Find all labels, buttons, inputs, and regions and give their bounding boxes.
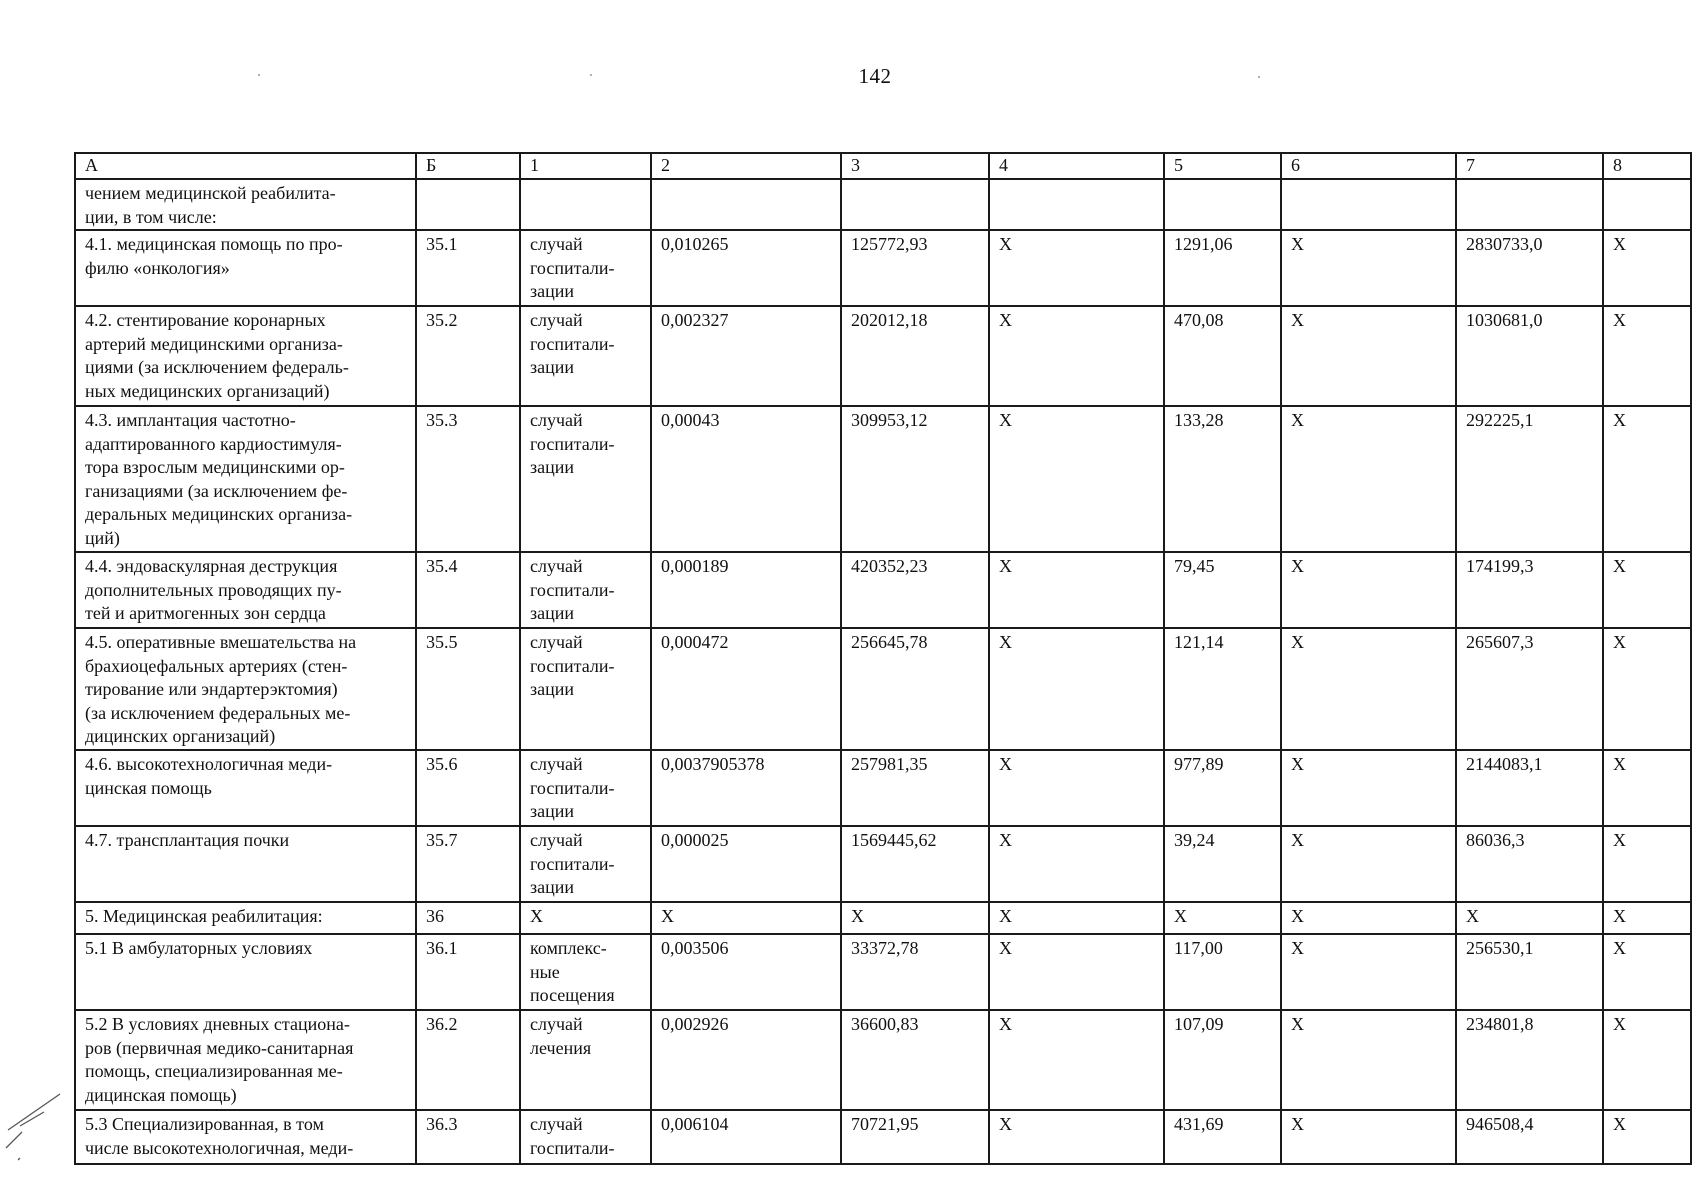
- scan-speck: [258, 74, 260, 76]
- table-cell: случай лечения: [520, 1010, 651, 1110]
- table-cell: 0,000189: [651, 552, 841, 628]
- table-cell: X: [989, 1010, 1164, 1110]
- table-row: [75, 1110, 1691, 1164]
- table-cell: X: [651, 902, 841, 934]
- table-cell: случай госпитали- зации: [520, 826, 651, 902]
- table-cell: 2144083,1: [1456, 750, 1603, 826]
- table-cell: X: [1603, 552, 1691, 628]
- table-cell: 0,0037905378: [651, 750, 841, 826]
- table-cell: 292225,1: [1456, 406, 1603, 552]
- table-cell: 1030681,0: [1456, 306, 1603, 406]
- table-cell: 234801,8: [1456, 1010, 1603, 1110]
- table-row: [75, 552, 1691, 628]
- row-label-cell: 4.3. имплантация частотно- адаптированного кардиостимуля- тора взрослым медицинскими ор- ганизациями (за исключением фе- деральных медицинских организа- ций): [75, 406, 416, 552]
- table-cell: X: [1281, 230, 1456, 306]
- table-cell: X: [989, 826, 1164, 902]
- table-row: [75, 406, 1691, 552]
- table-row: [75, 902, 1691, 934]
- table-cell: 309953,12: [841, 406, 989, 552]
- table-cell: 0,002327: [651, 306, 841, 406]
- table-cell: 470,08: [1164, 306, 1281, 406]
- table-cell: X: [1603, 1010, 1691, 1110]
- table-cell: [841, 179, 989, 230]
- table-cell: X: [989, 230, 1164, 306]
- scan-speck: [1258, 76, 1260, 78]
- header-cell: 6: [1281, 153, 1456, 179]
- table-cell: 420352,23: [841, 552, 989, 628]
- header-cell: 3: [841, 153, 989, 179]
- table-cell: случай госпитали-: [520, 1110, 651, 1164]
- table-cell: 174199,3: [1456, 552, 1603, 628]
- table-cell: случай госпитали- зации: [520, 406, 651, 552]
- table-cell: X: [1164, 902, 1281, 934]
- table-cell: 0,002926: [651, 1010, 841, 1110]
- table-cell: X: [1281, 628, 1456, 750]
- table-cell: 125772,93: [841, 230, 989, 306]
- table-cell: 121,14: [1164, 628, 1281, 750]
- header-cell: 4: [989, 153, 1164, 179]
- table-cell: X: [1281, 1010, 1456, 1110]
- row-label-cell: 5.1 В амбулаторных условиях: [75, 934, 416, 1010]
- row-label-cell: 4.1. медицинская помощь по про- филю «онкология»: [75, 230, 416, 306]
- header-cell: А: [75, 153, 416, 179]
- table-row: [75, 179, 1691, 230]
- table-cell: [1456, 179, 1603, 230]
- table-cell: 35.7: [416, 826, 520, 902]
- table-cell: 35.6: [416, 750, 520, 826]
- table-cell: X: [989, 750, 1164, 826]
- table-cell: 431,69: [1164, 1110, 1281, 1164]
- header-cell: 5: [1164, 153, 1281, 179]
- table-cell: X: [1603, 934, 1691, 1010]
- table-cell: 36.3: [416, 1110, 520, 1164]
- table-cell: 0,010265: [651, 230, 841, 306]
- table-cell: [1281, 179, 1456, 230]
- table-cell: X: [1281, 826, 1456, 902]
- pen-mark: [0, 1090, 80, 1170]
- table-cell: комплекс- ные посещения: [520, 934, 651, 1010]
- table-cell: случай госпитали- зации: [520, 306, 651, 406]
- table-cell: 35.4: [416, 552, 520, 628]
- table-row: [75, 934, 1691, 1010]
- table-cell: X: [520, 902, 651, 934]
- header-cell: Б: [416, 153, 520, 179]
- row-label-cell: 5.2 В условиях дневных стациона- ров (первичная медико-санитарная помощь, специализированная ме- дицинская помощь): [75, 1010, 416, 1110]
- table-cell: 35.2: [416, 306, 520, 406]
- table-row: [75, 230, 1691, 306]
- table-cell: X: [1456, 902, 1603, 934]
- table-header-row: [75, 153, 1691, 179]
- table-cell: X: [1603, 826, 1691, 902]
- table-cell: случай госпитали- зации: [520, 552, 651, 628]
- table-cell: [1164, 179, 1281, 230]
- table-cell: X: [1281, 750, 1456, 826]
- table-cell: X: [989, 1110, 1164, 1164]
- table-cell: 0,003506: [651, 934, 841, 1010]
- table-row: [75, 306, 1691, 406]
- table-cell: 256645,78: [841, 628, 989, 750]
- row-label-cell: 4.7. трансплантация почки: [75, 826, 416, 902]
- table-cell: 133,28: [1164, 406, 1281, 552]
- table-cell: 0,006104: [651, 1110, 841, 1164]
- table-cell: 265607,3: [1456, 628, 1603, 750]
- table-row: [75, 750, 1691, 826]
- table-cell: 946508,4: [1456, 1110, 1603, 1164]
- table-cell: X: [1603, 230, 1691, 306]
- table-cell: 1569445,62: [841, 826, 989, 902]
- table-cell: X: [841, 902, 989, 934]
- table-cell: 35.5: [416, 628, 520, 750]
- table-cell: случай госпитали- зации: [520, 750, 651, 826]
- table-cell: X: [1281, 306, 1456, 406]
- row-label-cell: 5.3 Специализированная, в том числе высокотехнологичная, меди-: [75, 1110, 416, 1164]
- scan-speck: [590, 74, 592, 76]
- table-row: [75, 628, 1691, 750]
- table-cell: 36: [416, 902, 520, 934]
- table-cell: [1603, 179, 1691, 230]
- page-number: 142: [858, 64, 892, 88]
- table-cell: 107,09: [1164, 1010, 1281, 1110]
- table-cell: 39,24: [1164, 826, 1281, 902]
- header-cell: 1: [520, 153, 651, 179]
- table-cell: X: [989, 552, 1164, 628]
- table-cell: [416, 179, 520, 230]
- table-row: [75, 826, 1691, 902]
- table-cell: X: [989, 406, 1164, 552]
- table-cell: X: [1603, 902, 1691, 934]
- row-label-cell: 4.6. высокотехнологичная меди- цинская помощь: [75, 750, 416, 826]
- table-cell: X: [1281, 934, 1456, 1010]
- table-cell: X: [989, 306, 1164, 406]
- table-cell: 0,000472: [651, 628, 841, 750]
- table-cell: 117,00: [1164, 934, 1281, 1010]
- header-cell: 8: [1603, 153, 1691, 179]
- table-cell: [651, 179, 841, 230]
- table-cell: 256530,1: [1456, 934, 1603, 1010]
- table-cell: 36600,83: [841, 1010, 989, 1110]
- table-cell: X: [1603, 628, 1691, 750]
- table-cell: X: [1281, 552, 1456, 628]
- table-cell: X: [1281, 406, 1456, 552]
- table-cell: 36.2: [416, 1010, 520, 1110]
- table-cell: 0,00043: [651, 406, 841, 552]
- table-cell: X: [989, 902, 1164, 934]
- header-cell: 7: [1456, 153, 1603, 179]
- table-cell: 33372,78: [841, 934, 989, 1010]
- table-cell: случай госпитали- зации: [520, 628, 651, 750]
- table-cell: 86036,3: [1456, 826, 1603, 902]
- table-cell: X: [1603, 1110, 1691, 1164]
- table-cell: 2830733,0: [1456, 230, 1603, 306]
- data-table: [74, 152, 1692, 1165]
- row-label-cell: 4.2. стентирование коронарных артерий медицинскими организа- циями (за исключением федераль- ных медицинских организаций): [75, 306, 416, 406]
- row-label-cell: 5. Медицинская реабилитация:: [75, 902, 416, 934]
- table-cell: 977,89: [1164, 750, 1281, 826]
- table-cell: 35.3: [416, 406, 520, 552]
- table-cell: X: [989, 934, 1164, 1010]
- table-cell: X: [1603, 750, 1691, 826]
- row-label-cell: 4.5. оперативные вмешательства на брахиоцефальных артериях (стен- тирование или эндартерэктомия) (за исключением федеральных ме- дицинских организаций): [75, 628, 416, 750]
- table-cell: X: [1603, 306, 1691, 406]
- table-cell: случай госпитали- зации: [520, 230, 651, 306]
- table-cell: 0,000025: [651, 826, 841, 902]
- table-cell: 35.1: [416, 230, 520, 306]
- table-row: [75, 1010, 1691, 1110]
- table-cell: X: [1281, 902, 1456, 934]
- table-cell: 70721,95: [841, 1110, 989, 1164]
- table-cell: [520, 179, 651, 230]
- table-cell: 1291,06: [1164, 230, 1281, 306]
- table-cell: 79,45: [1164, 552, 1281, 628]
- row-label-cell: чением медицинской реабилита- ции, в том числе:: [75, 179, 416, 230]
- table-cell: 202012,18: [841, 306, 989, 406]
- table-cell: [989, 179, 1164, 230]
- table-cell: 257981,35: [841, 750, 989, 826]
- row-label-cell: 4.4. эндоваскулярная деструкция дополнительных проводящих пу- тей и аритмогенных зон сердца: [75, 552, 416, 628]
- table-cell: 36.1: [416, 934, 520, 1010]
- header-cell: 2: [651, 153, 841, 179]
- table-cell: X: [1603, 406, 1691, 552]
- table-cell: X: [1281, 1110, 1456, 1164]
- table-cell: X: [989, 628, 1164, 750]
